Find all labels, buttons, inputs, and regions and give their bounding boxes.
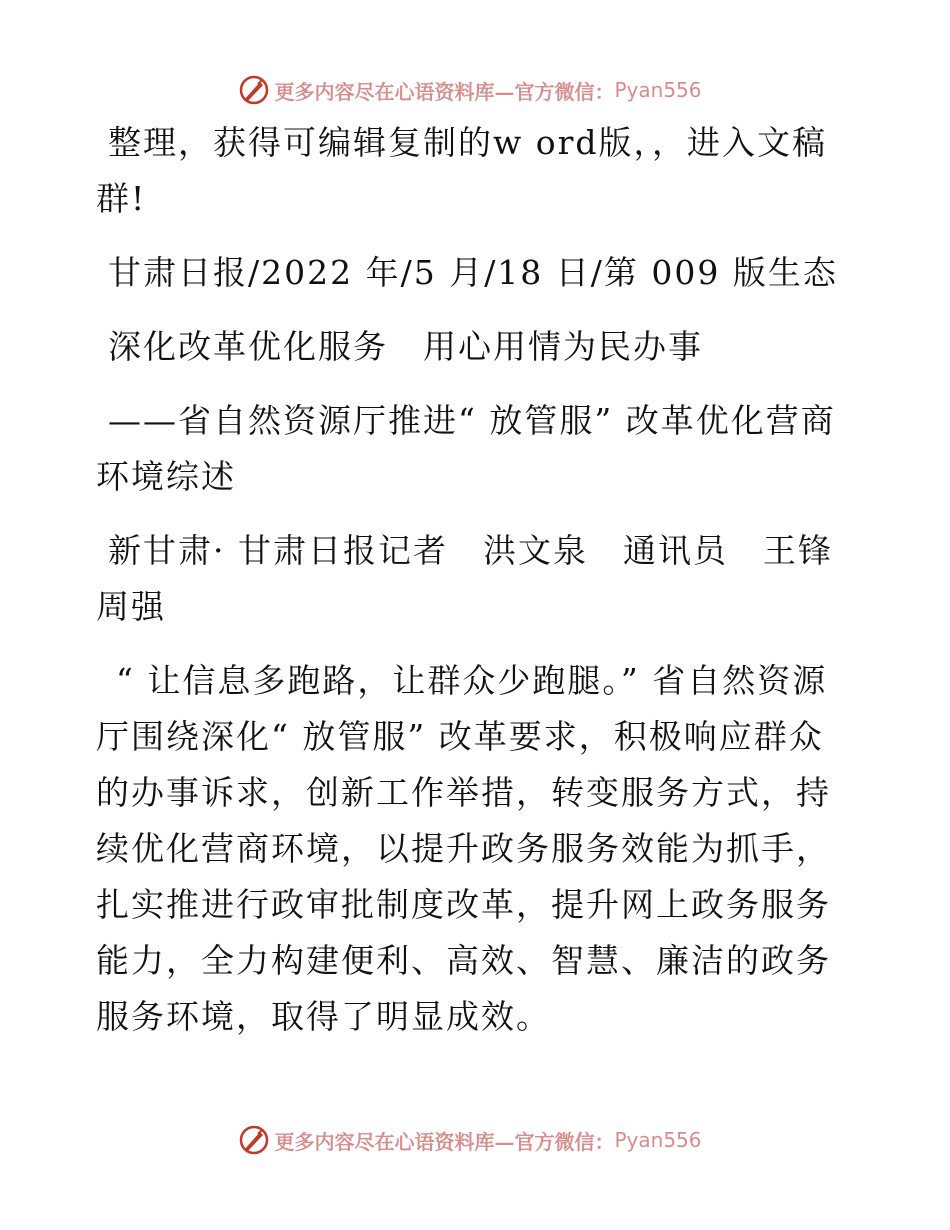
source-line: 甘肃日报/2022 年/5 月/18 日/第 009 版生态	[108, 253, 838, 292]
byline: 新甘肃· 甘肃日报记者 洪文泉 通讯员 王锋 周强	[96, 531, 868, 626]
body-paragraph: “ 让信息多跑路，让群众少跑腿。” 省自然资源厅围绕深化“ 放管服” 改革要求，积极响应群众的办事诉求，创新工作举措，转变服务方式，持续优化营商环境，以提升政务服务效能为抓手，扎实推进行政审批制度改革，提升网上政务服务能力，全力构建便利、高效、智慧、廉洁的政务服务环境，取得了明显成效。	[96, 661, 831, 1036]
pen-logo-icon	[238, 1124, 270, 1156]
watermark-id: Pyan556	[614, 1128, 702, 1152]
watermark-text: 更多内容尽在心语资料库—官方微信：	[274, 1129, 615, 1154]
watermark-text: 更多内容尽在心语资料库—官方微信：	[274, 79, 615, 104]
watermark-header	[0, 70, 950, 110]
subtitle: ——省自然资源厅推进“ 放管服” 改革优化营商环境综述	[96, 401, 836, 496]
watermark-id: Pyan556	[614, 78, 702, 102]
pen-logo-icon	[238, 74, 270, 106]
watermark-footer	[0, 1120, 950, 1160]
headline: 深化改革优化服务 用心用情为民办事	[108, 327, 703, 366]
intro-paragraph: 整理，获得可编辑复制的w ord版，，进入文稿群!	[96, 123, 828, 218]
document-body	[96, 115, 868, 1063]
